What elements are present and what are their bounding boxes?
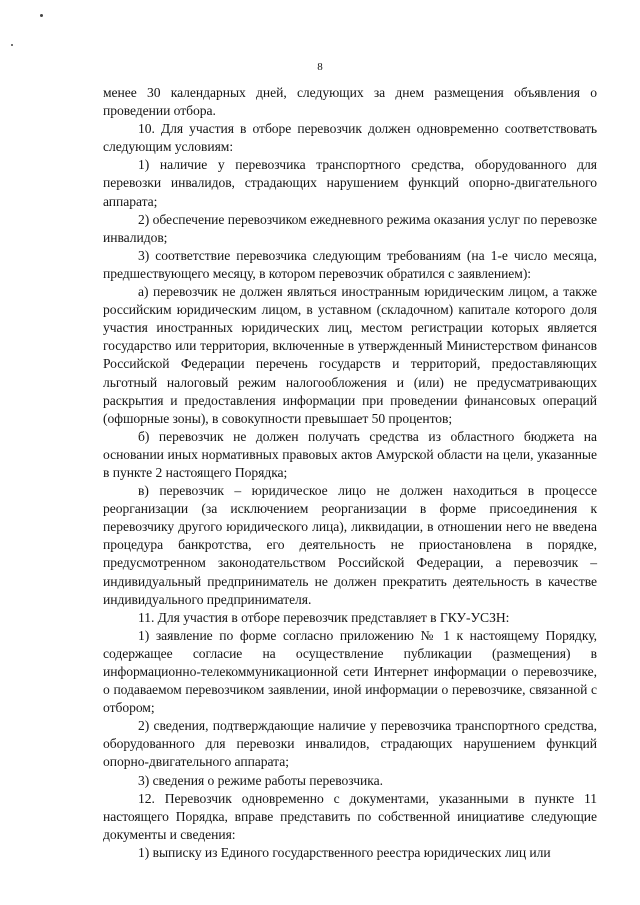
paragraph-clause-10-2: 2) обеспечение перевозчиком ежедневного режима оказания услуг по перевозке инвалидов; [103,211,598,245]
paragraph-clause-10-3-v: в) перевозчик – юридическое лицо не должен находиться в процессе реорганизации (за исключением реорганизации в форме присоединения к перевозчику другого юридического лица), ликвидации, в отношении него не введена процедура банкротства, его деятельность не приостановлена в порядке, предусмотренном законодательством Российской Федерации, а перевозчик – индивидуальный предприниматель не должен прекратить деятельность в качестве индивидуального предпринимателя. [103,483,597,607]
paragraph-clause-12: 12. Перевозчик одновременно с документами, указанными в пункте 11 настоящего Порядка, вправе представить по собственной инициативе следующие документы и сведения: [103,790,597,842]
document-body [103,84,597,862]
scan-speck [40,14,43,17]
paragraph-clause-10-3: 3) соответствие перевозчика следующим требованиям (на 1-е число месяца, предшествующего месяцу, в котором перевозчик обратился с заявлением): [103,247,597,281]
page-number: 8 [317,61,323,73]
paragraph-clause-11-2: 2) сведения, подтверждающие наличие у перевозчика транспортного средства, оборудованного для перевозки инвалидов, страдающих нарушением функций опорно-двигательного аппарата; [103,718,597,770]
paragraph-continuation: менее 30 календарных дней, следующих за днем размещения объявления о проведении отбора. [103,85,597,119]
paragraph-clause-10-3-b: б) перевозчик не должен получать средства из областного бюджета на основании иных нормативных правовых актов Амурской области на цели, указанные в пункте 2 настоящего Порядка; [103,428,597,480]
paragraph-clause-10-3-a: а) перевозчик не должен являться иностранным юридическим лицом, а также российским юридическим лицом, в уставном (складочном) капитале которого доля участия иностранных юридических лиц, местом регистрации которых является государство или территория, включенные в утвержденный Министерством финансов Российской Федерации перечень государств и территорий, предоставляющих льготный налоговый режим налогообложения и (или) не предусматривающих раскрытия и предоставления информации при проведении финансовых операций (офшорные зоны), в совокупности превышает 50 процентов; [103,284,597,426]
paragraph-clause-11: 11. Для участия в отборе перевозчик представляет в ГКУ-УСЗН: [138,609,510,625]
paragraph-clause-10: 10. Для участия в отборе перевозчик должен одновременно соответствовать следующим условиям: [103,121,597,155]
paragraph-clause-10-1: 1) наличие у перевозчика транспортного средства, оборудованного для перевозки инвалидов, страдающих нарушением функций опорно-двигательного аппарата; [103,157,597,209]
paragraph-clause-12-1: 1) выписку из Единого государственного реестра юридических лиц или [138,844,551,860]
paragraph-clause-11-1: 1) заявление по форме согласно приложению № 1 к настоящему Порядку, содержащее согласие на осуществление публикации (размещения) в информационно-телекоммуникационной сети Интернет информации о перевозчике, о подаваемом перевозчиком заявлении, иной информации о перевозчике, связанной с отбором; [103,627,597,716]
paragraph-clause-11-3: 3) сведения о режиме работы перевозчика. [138,772,383,788]
scan-speck [11,44,13,46]
